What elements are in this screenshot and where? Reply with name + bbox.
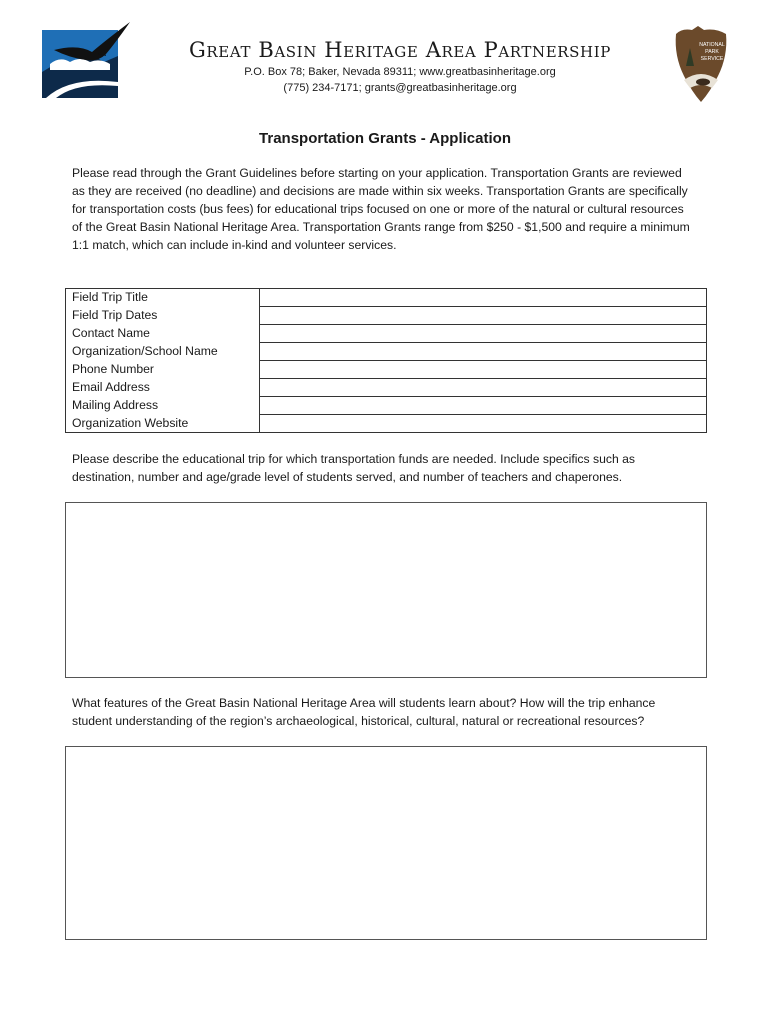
address-line: P.O. Box 78; Baker, Nevada 89311; www.greatbasinheritage.org	[244, 66, 556, 78]
field-label: Mailing Address	[66, 397, 260, 415]
organization-name: Great Basin Heritage Area Partnership	[189, 38, 611, 62]
field-label: Field Trip Title	[66, 289, 260, 307]
field-label: Phone Number	[66, 361, 260, 379]
nps-logo-word-service: SERVICE	[700, 56, 724, 62]
contact-line: (775) 234-7171; grants@greatbasinheritage.org	[283, 82, 517, 94]
table-row	[66, 325, 707, 343]
field-trip-dates-input[interactable]	[260, 307, 707, 325]
learning-features-answer-box[interactable]	[65, 746, 707, 940]
document-title: Transportation Grants - Application	[259, 130, 511, 147]
field-label: Contact Name	[66, 325, 260, 343]
table-row	[66, 343, 707, 361]
field-label: Field Trip Dates	[66, 307, 260, 325]
organization-website-input[interactable]	[260, 415, 707, 433]
table-row	[66, 307, 707, 325]
phone-number-input[interactable]	[260, 361, 707, 379]
question-learning-features: What features of the Great Basin National Heritage Area will students learn about? How will the trip enhance student understanding of the region’s archaeological, historical, cultural, natural or recreational resources?	[72, 696, 656, 728]
contact-name-input[interactable]	[260, 325, 707, 343]
organization-name-input[interactable]	[260, 343, 707, 361]
table-row	[66, 379, 707, 397]
national-park-service-arrowhead-logo	[672, 26, 730, 102]
email-address-input[interactable]	[260, 379, 707, 397]
table-row	[66, 415, 707, 433]
field-label: Organization/School Name	[66, 343, 260, 361]
eagle-landscape-logo	[40, 20, 132, 100]
trip-description-answer-box[interactable]	[65, 502, 707, 678]
table-row	[66, 397, 707, 415]
table-row	[66, 289, 707, 307]
field-label: Email Address	[66, 379, 260, 397]
nps-logo-word-park: PARK	[705, 49, 719, 55]
mailing-address-input[interactable]	[260, 397, 707, 415]
applicant-info-table	[65, 288, 707, 433]
question-trip-description: Please describe the educational trip for which transportation funds are needed. Include specifics such as destination, number and age/grade level of students served, and number of teachers and chaperones.	[72, 452, 635, 484]
intro-paragraph: Please read through the Grant Guidelines before starting on your application. Transportation Grants are reviewed as they are received (no deadline) and decisions are made within six weeks. Transportation Grants are specifically for transportation costs (bus fees) for educational trips focused on one or more of the natural or cultural resources of the Great Basin National Heritage Area. Transportation Grants range from $250 - $1,500 and require a minimum 1:1 match, which can include in-kind and volunteer services.	[72, 166, 690, 252]
field-trip-title-input[interactable]	[260, 289, 707, 307]
nps-logo-word-national: NATIONAL	[699, 42, 725, 48]
table-row	[66, 361, 707, 379]
field-label: Organization Website	[66, 415, 260, 433]
